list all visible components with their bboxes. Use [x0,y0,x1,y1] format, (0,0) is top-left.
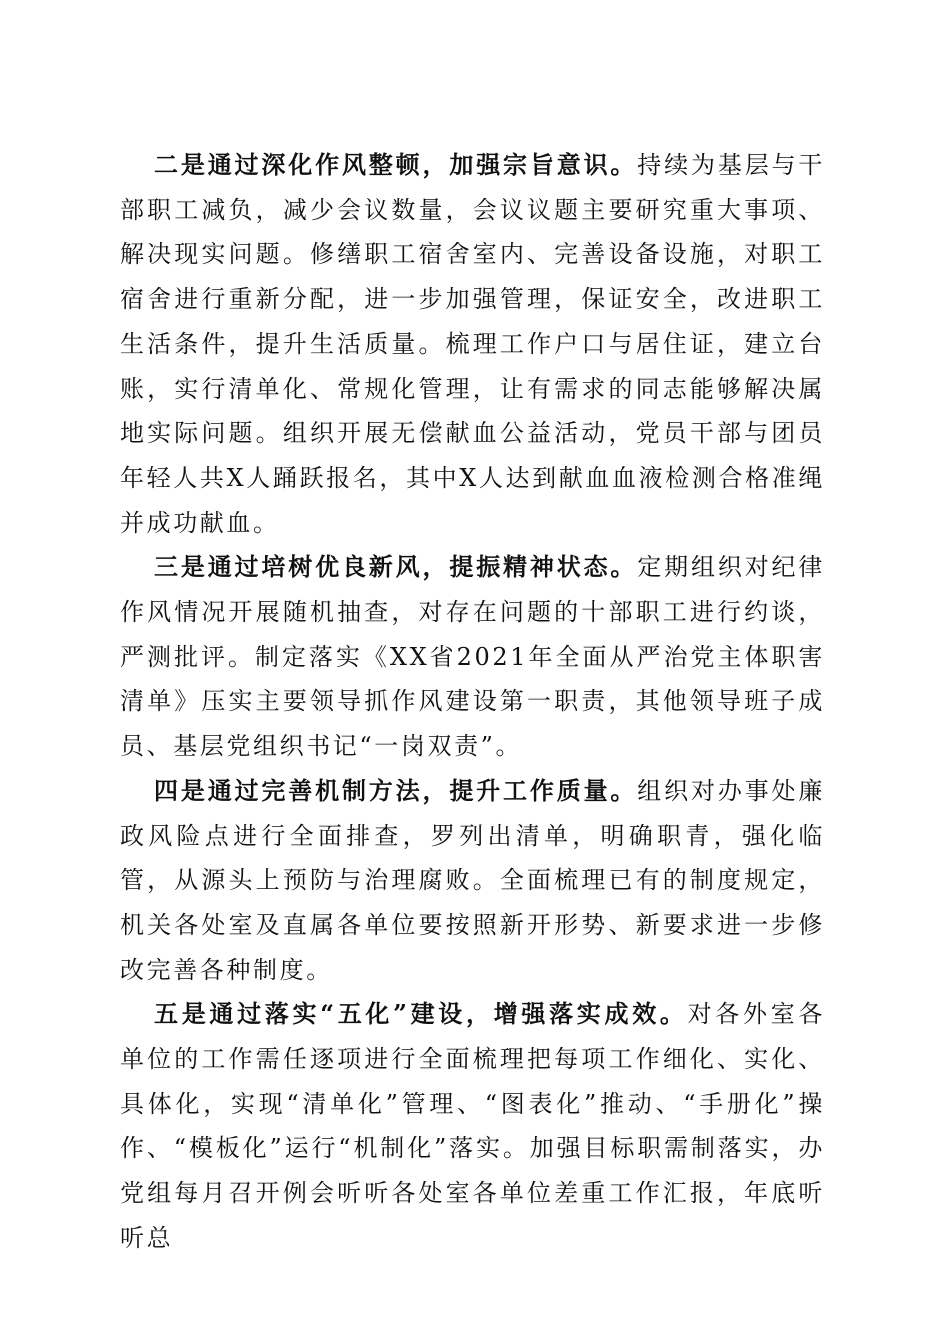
paragraph-lead: 二是通过深化作风整顿，加强宗旨意识。 [154,150,638,179]
paragraph-body: 持续为基层与干部职工减负，减少会议数量，会议议题主要研究重大事项、解决现实问题。修缮职工宿舍室内、完善设备设施，对职工宿舍进行重新分配，进一步加强管理，保证安全，改进职工生活条件，提升生活质量。梳理工作户口与居住证，建立台账，实行清单化、常规化管理，让有需求的同志能够解决属地实际问题。组织开展无偿献血公益活动，党员干部与团员年轻人共X人踊跃报名，其中X人达到献血血液检测合格准绳并成功献血。 [120,151,825,537]
paragraph-body: 组织对办事处廉政风险点进行全面排查，罗列出清单，明确职青，强化临管，从源头上预防与治理腐败。全面梳理已有的制度规定，机关各处室及直属各单位要按照新开形势、新要求进一步修改完善各种制度。 [120,776,825,984]
paragraph-body: 对各外室各单位的工作需任逐项进行全面梳理把每项工作细化、实化、具体化，实现“清单化”管理、“图表化”推动、“手册化”操作、“模板化”运行“机制化”落实。加强目标职需制落实，办党组每月召开例会听听各处室各单位差重工作汇报，年底听听总 [120,1000,826,1252]
paragraph-lead: 三是通过培树优良新风，提振精神状态。 [154,552,638,582]
document-page [120,143,825,1261]
paragraph-lead: 四是通过完善机制方法，提升工作质量。 [154,775,638,805]
paragraph-4 [120,769,825,993]
paragraph-2 [120,143,825,545]
paragraph-3 [120,545,825,769]
paragraph-body: 定期组织对纪律作风情况开展随机抽查，对存在问题的十部职工进行约谈，严测批评。制定落实《XX省2021年全面从严治党主体职害清单》压实主要领导抓作风建设第一职责，其他领导班子成员、基层党组织书记“一岗双责”。 [120,553,825,761]
paragraph-lead: 五是通过落实“五化”建设，增强落实成效。 [154,999,688,1029]
paragraph-5 [120,992,825,1260]
